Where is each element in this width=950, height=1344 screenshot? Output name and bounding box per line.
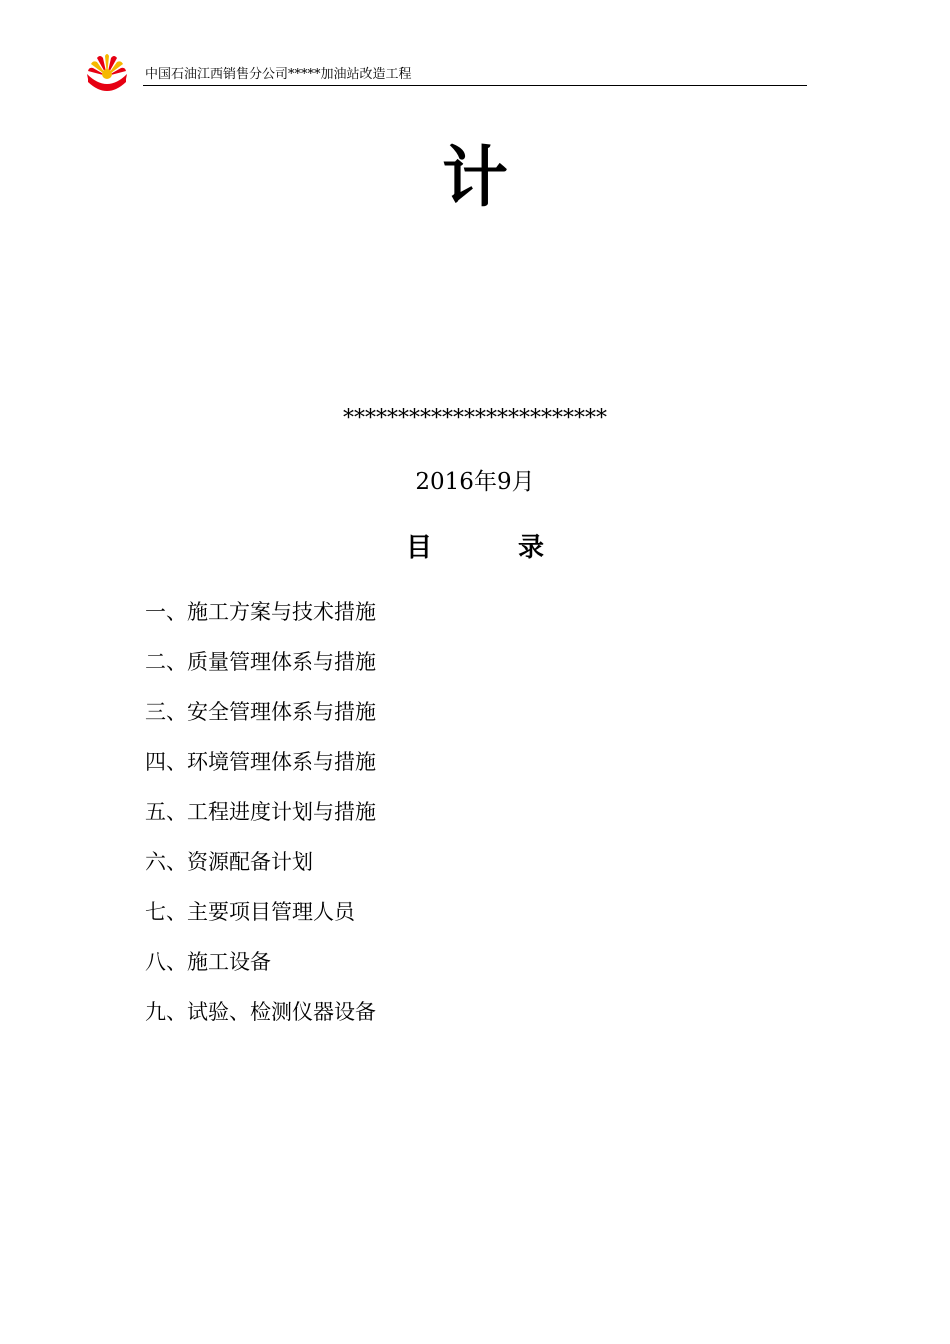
toc-item[interactable]: 一、施工方案与技术措施: [145, 600, 376, 624]
petrochina-logo-icon: [86, 52, 128, 92]
document-date: 2016年9月: [415, 469, 535, 495]
cover-large-character: 计: [442, 139, 508, 216]
toc-item[interactable]: 五、工程进度计划与措施: [145, 800, 376, 824]
toc-item[interactable]: 七、主要项目管理人员: [145, 900, 355, 924]
header-company-line: 中国石油江西销售分公司*****加油站改造工程: [145, 67, 412, 82]
header-divider: [143, 85, 807, 86]
toc-item[interactable]: 二、质量管理体系与措施: [145, 650, 376, 674]
toc-item[interactable]: 四、环境管理体系与措施: [145, 750, 376, 774]
page-header: [86, 50, 808, 92]
toc-item[interactable]: 九、试验、检测仪器设备: [145, 1000, 376, 1024]
contractor-name: ************************: [343, 406, 607, 431]
toc-item[interactable]: 六、资源配备计划: [145, 850, 313, 874]
toc-title: 目 录: [405, 533, 574, 563]
table-of-contents: [145, 597, 376, 1047]
toc-item[interactable]: 三、安全管理体系与措施: [145, 700, 376, 724]
toc-item[interactable]: 八、施工设备: [145, 950, 271, 974]
